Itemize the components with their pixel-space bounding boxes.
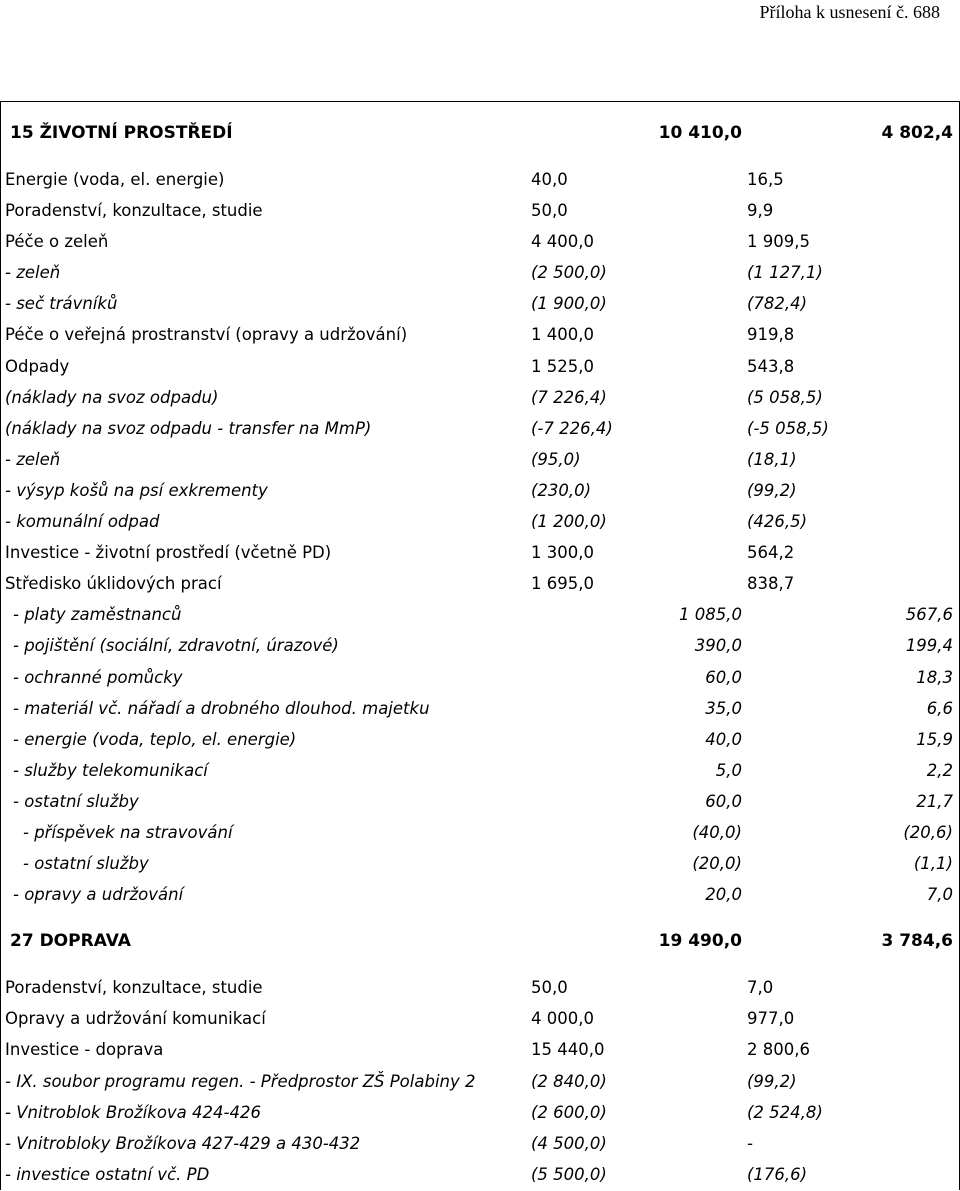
row-label: Energie (voda, el. energie) bbox=[5, 170, 225, 189]
row-value-1: 40,0 bbox=[705, 729, 742, 749]
row-label: - pojištění (sociální, zdravotní, úrazové) bbox=[13, 636, 339, 656]
row-value-2: (2 524,8) bbox=[747, 1102, 823, 1122]
table-row bbox=[1, 879, 959, 910]
row-label: - zeleň bbox=[5, 263, 61, 283]
row-value-1: 5,0 bbox=[715, 760, 742, 780]
row-value-1: 50,0 bbox=[531, 201, 568, 221]
table-row bbox=[1, 1159, 959, 1190]
row-label: - IX. soubor programu regen. - Předprostor ZŠ Polabiny 2 bbox=[5, 1071, 476, 1091]
row-value-2: 15,9 bbox=[916, 729, 953, 749]
row-label: Investice - doprava bbox=[5, 1040, 164, 1060]
row-label: (náklady na svoz odpadu) bbox=[5, 387, 219, 407]
table-row bbox=[1, 972, 959, 1003]
row-value-2: (-5 058,5) bbox=[747, 418, 829, 438]
row-value-1: (2 500,0) bbox=[531, 263, 607, 283]
row-value-1: 40,0 bbox=[531, 170, 568, 189]
row-value-1: 390,0 bbox=[694, 636, 742, 656]
section-value-2: 3 784,6 bbox=[881, 931, 953, 952]
row-value-1: 35,0 bbox=[705, 698, 742, 718]
row-value-2: 2,2 bbox=[926, 760, 953, 780]
row-label: - ostatní služby bbox=[23, 854, 149, 874]
table-row bbox=[1, 382, 959, 413]
row-value-1: (1 200,0) bbox=[531, 512, 607, 532]
table-row bbox=[1, 1097, 959, 1128]
section-title: 27 DOPRAVA bbox=[10, 931, 131, 952]
row-value-2: 977,0 bbox=[747, 1009, 795, 1029]
row-value-1: (40,0) bbox=[692, 822, 742, 842]
row-value-1: 4 000,0 bbox=[531, 1009, 594, 1029]
table-row bbox=[1, 599, 959, 630]
header-note: Příloha k usnesení č. 688 bbox=[759, 2, 940, 22]
row-value-2: (99,2) bbox=[747, 1071, 797, 1091]
row-value-2: 543,8 bbox=[747, 356, 795, 376]
table-row bbox=[1, 164, 959, 195]
row-label: Středisko úklidových prací bbox=[5, 574, 222, 594]
row-label: - opravy a udržování bbox=[13, 885, 184, 905]
row-value-2: (18,1) bbox=[747, 449, 797, 469]
table-row bbox=[1, 475, 959, 506]
row-value-2: (1 127,1) bbox=[747, 263, 823, 283]
row-value-1: 4 400,0 bbox=[531, 232, 594, 252]
table-row bbox=[1, 319, 959, 350]
row-label: - zeleň bbox=[5, 449, 61, 469]
row-value-2: (20,6) bbox=[903, 822, 953, 842]
row-value-1: 1 085,0 bbox=[679, 605, 742, 625]
row-value-1: 1 400,0 bbox=[531, 325, 594, 345]
table-row bbox=[1, 1034, 959, 1065]
row-label: - Vnitroblok Brožíkova 424-426 bbox=[5, 1102, 261, 1122]
row-value-2: 919,8 bbox=[747, 325, 795, 345]
table-row bbox=[1, 195, 959, 226]
row-label: - ochranné pomůcky bbox=[13, 667, 183, 687]
row-value-2: 16,5 bbox=[747, 170, 784, 189]
row-value-2: 2 800,6 bbox=[747, 1040, 810, 1060]
table-row bbox=[1, 786, 959, 817]
table-row bbox=[1, 351, 959, 382]
row-label: Poradenství, konzultace, studie bbox=[5, 201, 263, 221]
row-value-1: (95,0) bbox=[531, 449, 581, 469]
row-label: Odpady bbox=[5, 356, 70, 376]
row-value-1: 50,0 bbox=[531, 978, 568, 998]
row-label: - materiál vč. nářadí a drobného dlouhod. majetku bbox=[13, 698, 430, 718]
table-row bbox=[1, 1066, 959, 1097]
row-value-1: 60,0 bbox=[705, 791, 742, 811]
row-value-2: (782,4) bbox=[747, 294, 808, 314]
row-value-1: (20,0) bbox=[692, 854, 742, 874]
row-value-1: (4 500,0) bbox=[531, 1133, 607, 1153]
section-value-1: 19 490,0 bbox=[658, 931, 742, 952]
row-label: - služby telekomunikací bbox=[13, 760, 208, 780]
row-value-1: (-7 226,4) bbox=[531, 418, 613, 438]
row-label: Péče o zeleň bbox=[5, 232, 109, 252]
table-row bbox=[1, 630, 959, 661]
row-value-1: (7 226,4) bbox=[531, 387, 607, 407]
table-row bbox=[1, 537, 959, 568]
row-value-2: (99,2) bbox=[747, 480, 797, 500]
row-label: - investice ostatní vč. PD bbox=[5, 1164, 210, 1184]
row-value-2: 9,9 bbox=[747, 201, 774, 221]
row-label: (náklady na svoz odpadu - transfer na MmP) bbox=[5, 418, 372, 438]
row-value-1: (1 900,0) bbox=[531, 294, 607, 314]
budget-table bbox=[0, 101, 960, 1190]
table-row bbox=[1, 1128, 959, 1159]
row-value-1: (5 500,0) bbox=[531, 1164, 607, 1184]
table-row bbox=[1, 848, 959, 879]
row-value-1: (2 600,0) bbox=[531, 1102, 607, 1122]
row-value-2: 838,7 bbox=[747, 574, 795, 594]
table-row bbox=[1, 662, 959, 693]
section-value-1: 10 410,0 bbox=[658, 123, 742, 143]
row-value-1: 20,0 bbox=[705, 885, 742, 905]
row-label: - Vnitrobloky Brožíkova 427-429 a 430-432 bbox=[5, 1133, 361, 1153]
row-value-2: (176,6) bbox=[747, 1164, 808, 1184]
row-label: - výsyp košů na psí exkrementy bbox=[5, 480, 268, 500]
row-label: Opravy a udržování komunikací bbox=[5, 1009, 266, 1029]
table-row bbox=[1, 568, 959, 599]
row-value-1: 1 525,0 bbox=[531, 356, 594, 376]
row-value-2: - bbox=[747, 1133, 753, 1153]
row-value-2: 564,2 bbox=[747, 543, 795, 563]
table-row bbox=[1, 413, 959, 444]
row-label: - ostatní služby bbox=[13, 791, 139, 811]
row-value-1: (230,0) bbox=[531, 480, 592, 500]
row-label: - příspěvek na stravování bbox=[23, 822, 233, 842]
row-value-1: 15 440,0 bbox=[531, 1040, 605, 1060]
table-row bbox=[1, 506, 959, 537]
table-row bbox=[1, 444, 959, 475]
row-value-2: (5 058,5) bbox=[747, 387, 823, 407]
section-value-2: 4 802,4 bbox=[881, 123, 953, 143]
row-value-2: 199,4 bbox=[905, 636, 953, 656]
row-label: Péče o veřejná prostranství (opravy a udržování) bbox=[5, 325, 408, 345]
row-value-2: (426,5) bbox=[747, 512, 808, 532]
row-label: - komunální odpad bbox=[5, 512, 160, 532]
row-value-1: 1 695,0 bbox=[531, 574, 594, 594]
row-value-1: 60,0 bbox=[705, 667, 742, 687]
row-value-2: (1,1) bbox=[913, 854, 953, 874]
row-value-2: 7,0 bbox=[747, 978, 774, 998]
table-row bbox=[1, 1003, 959, 1034]
row-value-2: 18,3 bbox=[916, 667, 953, 687]
row-value-2: 7,0 bbox=[926, 885, 953, 905]
row-label: Poradenství, konzultace, studie bbox=[5, 978, 263, 998]
row-value-2: 1 909,5 bbox=[747, 232, 810, 252]
table-row bbox=[1, 226, 959, 257]
row-label: - energie (voda, teplo, el. energie) bbox=[13, 729, 297, 749]
row-value-2: 6,6 bbox=[926, 698, 953, 718]
table-row bbox=[1, 693, 959, 724]
section-header bbox=[1, 910, 959, 972]
row-label: Investice - životní prostředí (včetně PD) bbox=[5, 543, 332, 563]
section-title: 15 ŽIVOTNÍ PROSTŘEDÍ bbox=[10, 123, 233, 143]
table-row bbox=[1, 817, 959, 848]
row-label: - seč trávníků bbox=[5, 294, 118, 314]
section-header bbox=[1, 102, 959, 164]
table-row bbox=[1, 755, 959, 786]
row-value-2: 567,6 bbox=[905, 605, 953, 625]
row-label: - platy zaměstnanců bbox=[13, 605, 182, 625]
table-row bbox=[1, 288, 959, 319]
row-value-2: 21,7 bbox=[916, 791, 953, 811]
table-row bbox=[1, 724, 959, 755]
row-value-1: (2 840,0) bbox=[531, 1071, 607, 1091]
row-value-1: 1 300,0 bbox=[531, 543, 594, 563]
table-row bbox=[1, 257, 959, 288]
